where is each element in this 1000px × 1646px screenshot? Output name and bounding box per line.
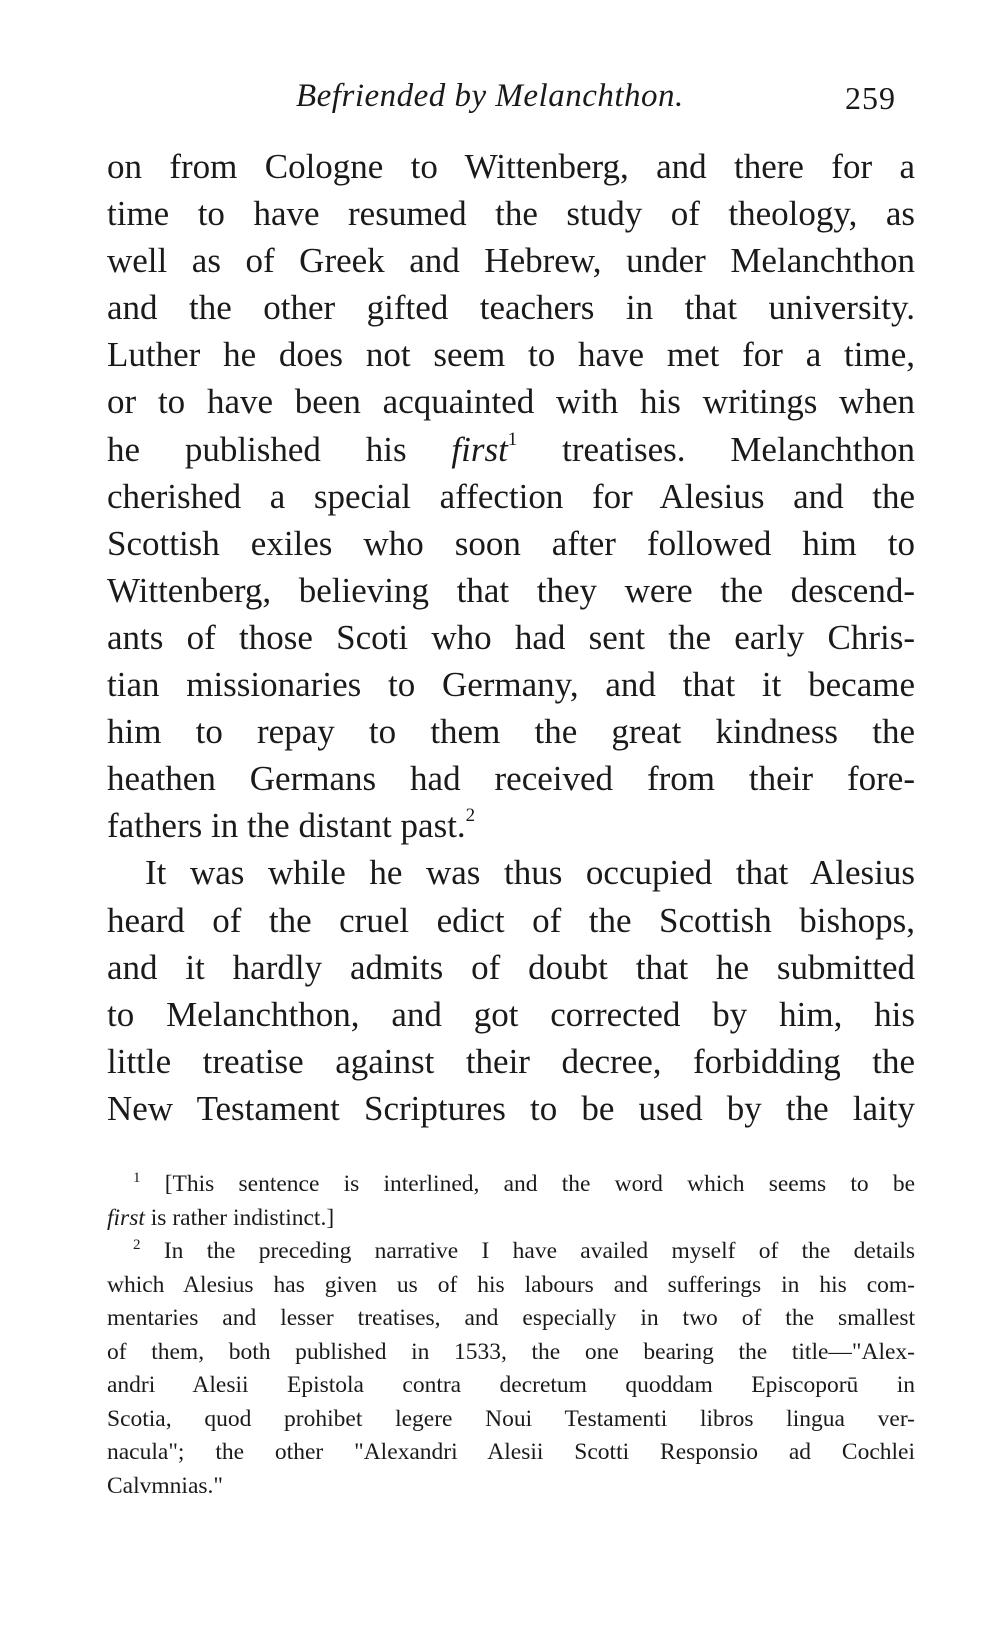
footnote-mark: 2 xyxy=(133,1237,141,1253)
text-segment: In the preceding narrative I have availed myself of the details xyxy=(163,1238,915,1264)
footnote-ref-1[interactable]: 1 xyxy=(507,428,518,450)
text-segment: he published his xyxy=(107,429,407,469)
text-line: him to repay to them the great kindness the xyxy=(107,712,915,752)
footnote-ref-2[interactable]: 2 xyxy=(465,805,476,827)
text-line: and the other gifted teachers in that university. xyxy=(107,288,915,328)
footnote-2-line: Scotia, quod prohibet legere Noui Testamenti libros lingua ver- xyxy=(107,1405,915,1432)
text-line: heathen Germans had received from their fore- xyxy=(107,759,915,799)
text-segment: fathers in the distant past. xyxy=(107,806,466,846)
text-line: ants of those Scoti who had sent the early Chris- xyxy=(107,617,915,657)
text-line: Scottish exiles who soon after followed him to xyxy=(107,523,915,563)
footnote-2-line: Calvmnias." xyxy=(107,1472,223,1499)
text-line: and it hardly admits of doubt that he submitted xyxy=(107,947,915,987)
text-segment: treatises. Melanchthon xyxy=(562,429,915,469)
footnotes xyxy=(107,1168,915,1503)
italic-word: first xyxy=(451,429,508,469)
text-segment: [This sentence is interlined, and the word which seems to be xyxy=(164,1171,915,1197)
text-line: Wittenberg, believing that they were the descend- xyxy=(107,570,915,610)
text-line: on from Cologne to Wittenberg, and there for a xyxy=(107,147,915,186)
footnote-2-line: which Alesius has given us of his labours and sufferings in his com- xyxy=(107,1271,915,1298)
text-line: New Testament Scriptures to be used by the laity xyxy=(107,1088,915,1128)
text-line xyxy=(107,426,915,473)
footnote-1-line xyxy=(107,1202,915,1236)
footnote-2-line xyxy=(107,1235,915,1269)
text-line xyxy=(107,802,915,849)
text-line: It was while he was thus occupied that Alesius xyxy=(145,853,915,893)
text-line: or to have been acquainted with his writings when xyxy=(107,382,915,422)
running-title: Befriended by Melanchthon. xyxy=(296,78,684,114)
footnote-2-line: nacula"; the other "Alexandri Alesii Scotti Responsio ad Cochlei xyxy=(107,1439,915,1465)
text-line: time to have resumed the study of theology, as xyxy=(107,194,915,234)
text-line: well as of Greek and Hebrew, under Melanchthon xyxy=(107,241,915,281)
footnote-2-line: of them, both published in 1533, the one bearing the title—"Alex- xyxy=(107,1338,915,1365)
footnote-2-line: mentaries and lesser treatises, and especially in two of the smallest xyxy=(107,1305,915,1331)
footnote-1-line xyxy=(107,1168,915,1202)
text-line: cherished a special affection for Alesius and the xyxy=(107,476,915,516)
text-line: Luther he does not seem to have met for a time, xyxy=(107,335,915,375)
text-line: little treatise against their decree, forbidding the xyxy=(107,1041,915,1081)
footnote-mark: 1 xyxy=(133,1170,141,1186)
italic-word: first xyxy=(107,1204,145,1231)
text-segment: is rather indistinct.] xyxy=(150,1204,335,1231)
main-text xyxy=(107,143,915,1132)
text-line: heard of the cruel edict of the Scottish bishops, xyxy=(107,900,915,940)
text-line: tian missionaries to Germany, and that it became xyxy=(107,665,915,705)
footnote-2-line: andri Alesii Epistola contra decretum quoddam Episcoporū in xyxy=(107,1372,915,1398)
page-number: 259 xyxy=(845,80,896,116)
text-line: to Melanchthon, and got corrected by him, his xyxy=(107,994,915,1034)
